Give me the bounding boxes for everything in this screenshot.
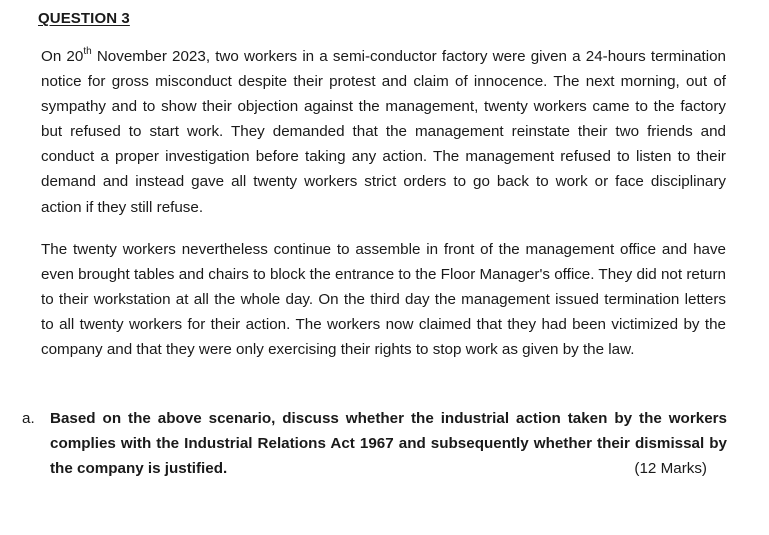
paragraph-1-rest: November 2023, two workers in a semi-conductor factory were given a 24-hours termination notice for gross misconduct despite their protest and claim of innocence. The next morning, out of sympathy and to show their objection against the management, twenty workers came to the factory but refused to start work. They demanded that the management reinstate their two friends and conduct a proper investigation before taking any action. The management refused to listen to their demand and instead gave all twenty workers strict orders to go back to work or face disciplinary action if they still refuse. bbox=[41, 48, 726, 216]
question-body bbox=[50, 406, 727, 481]
question-heading: QUESTION 3 bbox=[38, 10, 130, 27]
paragraph-1-lead: On 20 bbox=[41, 48, 84, 65]
scenario-paragraph-2: The twenty workers nevertheless continue to assemble in front of the management office and have even brought tables and chairs to block the entrance to the Floor Manager's office. They did not return to their workstation at all the whole day. On the third day the management issued termination letters to all twenty workers for their action. The workers now claimed that they had been victimized by the company and that they were only exercising their rights to stop work as given by the law. bbox=[41, 241, 726, 359]
question-text: Based on the above scenario, discuss whether the industrial action taken by the workers complies with the Industrial Relations Act 1967 and subsequently whether their dismissal by the company is justified. bbox=[50, 410, 727, 478]
question-marks: (12 Marks) bbox=[634, 460, 707, 478]
question-label: a. bbox=[22, 410, 35, 427]
scenario-paragraph-1 bbox=[41, 44, 726, 220]
paragraph-1-superscript: th bbox=[83, 45, 92, 57]
